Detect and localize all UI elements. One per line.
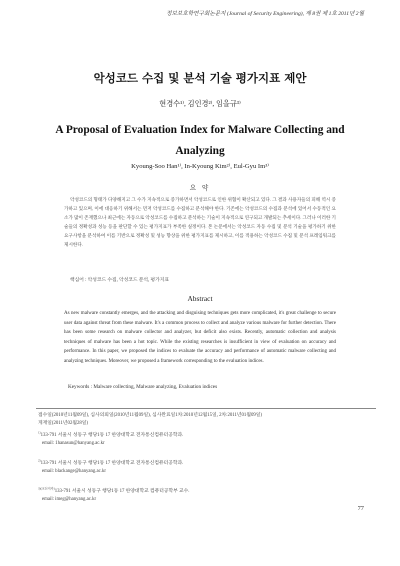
footnote-email: email: 1hanasun@hanyang.ac.kr bbox=[42, 441, 105, 446]
footnote-author-1 bbox=[38, 432, 360, 448]
english-abstract: As new malware constantly emerges, and the attacking and disguising techniques gets more complicated, it's great challenge to secure user data against threat from these malware. It's a common process to collect and analyze various malware for further detection. There has been some research on malware collector and analyzer, but deficit also exists. Recently, automatic collection and analysis techniques of malware has been a hot topic. While the existing researches is insufficient in view of evaluation on accuracy and performance. In this paper, we proposed the indices to evaluate the accuracy and performance of automatic malware collecting and analyzing techniques. Moreover, we proposed a framework corresponding to the evaluation indices. bbox=[64, 311, 336, 364]
page-number: 77 bbox=[357, 505, 364, 512]
english-keywords: Keywords : Malware collecting, Malware analyzing, Evaluation indices bbox=[68, 384, 218, 390]
footnote-email: email: imeg@hanyang.ac.kr bbox=[42, 497, 97, 502]
korean-abstract-heading: 요 약 bbox=[189, 185, 211, 192]
footnote-address: 133-791 서울시 성동구 행당1동 17 한양대학교 컴퓨터공학부 교수. bbox=[54, 489, 190, 494]
footnote-email: email: blackange@hanyang.ac.kr bbox=[42, 469, 106, 474]
footnote-divider bbox=[36, 408, 376, 409]
footnote-dates bbox=[38, 412, 360, 428]
journal-header: 정보보호학연구회논문지 (Journal of Security Engineering), 제 8권 제 1호 2011년 2월 bbox=[166, 11, 364, 17]
footnote-mark: 1) bbox=[38, 430, 41, 435]
korean-keywords: 핵심어 : 악성코드 수집, 악성코드 분석, 평가지표 bbox=[70, 278, 169, 283]
received-dates: 접수일(2010년11월09일), 심사의뢰일(2010년11월09일), 심사완료일1차:2010년12월15일, 2차:2011년01월09일) bbox=[38, 413, 262, 418]
footnote-address: 133-791 서울시 성동구 행당1동 17 한양대학교 전자통신컴퓨터공학과. bbox=[40, 461, 184, 466]
korean-authors: 현경수¹⁾, 김인경²⁾, 임을규³⁾ bbox=[159, 100, 241, 108]
english-authors: Kyoung-Soo Han¹⁾, In-Kyoung Kim²⁾, Eul-Gyu Im³⁾ bbox=[131, 163, 269, 170]
footnote-author-3 bbox=[38, 488, 360, 504]
footnote-mark: 3)(교신저자) bbox=[38, 486, 55, 491]
footnote-address: 133-791 서울시 성동구 행당1동 17 한양대학교 전자통신컴퓨터공학과. bbox=[40, 433, 184, 438]
korean-abstract: 악성코드의 형태가 다양해지고 그 수가 지속적으로 증가하면서 악성코드로 인한 위협이 확산되고 있다. 그 결과 사용자들의 피해 역시 증가하고 있으며, 이에 대응하기 위해서는 먼저 악성코드를 수집하고 분석해야 한다. 기존에는 악성코드의 수집과 분석에 있어서 수동적인 요소가 많이 존재했으나 최근에는 자동으로 악성코드를 수집하고 분석하는 기술이 지속적으로 연구되고 개발되는 추세이다. 그러나 이러한 기술들의 정확성과 성능 등을 판단할 수 있는 평가지표가 부족한 실정이다. 본 논문에서는 악성코드 자동 수집 및 분석 기술을 평가하기 위한 요구사항을 분석하여 이를 기반으로 정확성 및 성능 향상을 위한 평가지표를 제시하고, 이를 적용하는 악성코드 수집 및 분석 프레임워크를 제시한다. bbox=[64, 197, 336, 248]
publish-date: 게재일(2011년02월28일) bbox=[38, 421, 89, 426]
korean-title: 악성코드 수집 및 분석 기술 평가지표 제안 bbox=[93, 71, 307, 85]
footnote-mark: 2) bbox=[38, 458, 41, 463]
english-title: A Proposal of Evaluation Index for Malware Collecting and Analyzing bbox=[55, 124, 345, 157]
footnote-author-2 bbox=[38, 460, 360, 476]
english-abstract-heading: Abstract bbox=[187, 294, 213, 303]
